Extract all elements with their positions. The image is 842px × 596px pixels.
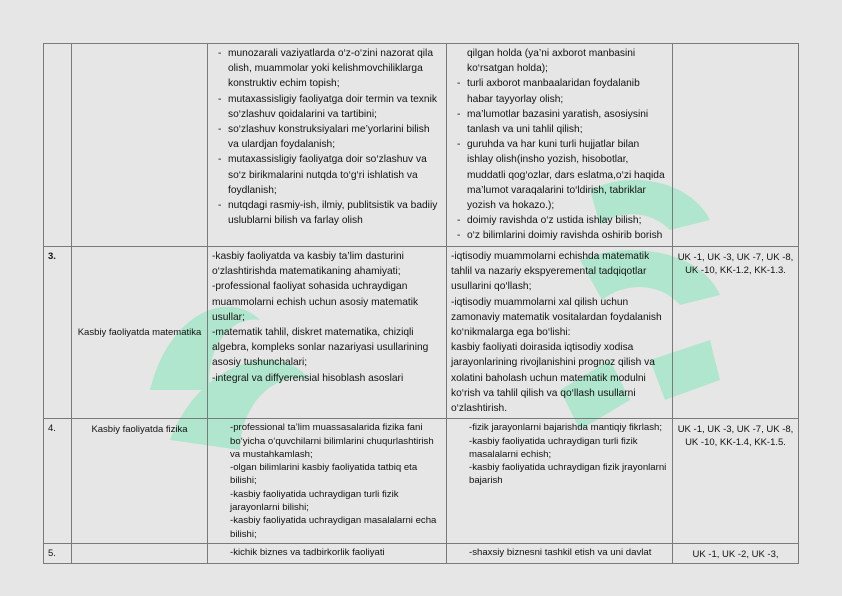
list-item: -kasbiy faoliyatida uchraydigan fizik jrayonlarni bajarish	[469, 462, 667, 487]
subject-name	[72, 44, 208, 247]
list-item: -kasbiy faoliyatida uchraydigan turli fizik jarayonlarni bilishi;	[230, 488, 399, 514]
table-row	[44, 247, 799, 419]
abilities-list	[451, 249, 668, 416]
abilities-cell	[447, 419, 673, 544]
knowledge-list	[212, 249, 442, 386]
abilities-cell	[447, 247, 673, 419]
subject-name: Kasbiy faoliyatda fizika	[72, 419, 208, 544]
knowledge-cell	[208, 247, 447, 419]
list-item: -kasbiy faoliyatida uchraydigan masalalarni echa bilishi;	[230, 515, 437, 540]
row-number: 4.	[44, 419, 72, 544]
abilities-list	[469, 421, 668, 487]
competency-codes	[673, 44, 799, 247]
list-item: - nutqdagi rasmiy-ish, ilmiy, publitsistik va badiiy uslublarni bilish va farlay olish	[212, 198, 442, 228]
list-item: -olgan bilimlarini kasbiy faoliyatida tatbiq eta bilishi;	[230, 462, 418, 487]
list-item: -kasbiy faoliyatida uchraydigan turli fizik masalalarni echish;	[469, 435, 638, 460]
list-item: - munozarali vaziyatlarda o‘z-o‘zini nazorat qila olish, muammolar yoki kelishmovchiliklarga konstruktiv echim topish;	[212, 46, 442, 92]
abilities-cell: -shaxsiy biznesni tashkil etish va uni davlat	[447, 543, 673, 563]
knowledge-cell	[208, 419, 447, 544]
list-item: kasbiy faoliyati doirasida iqtisodiy xodisa jarayonlarining rivojlanishini prognoz qilish va xolatini baholash uchun matematik modulni ko‘rish va tahlil qilish va qo‘llash usullarni o‘zlashtirish.	[451, 342, 655, 415]
list-item: -professional ta’lim muassasalarida fizika fani bo‘yicha o‘quvchilarni bilimlarini chuqurlashtirish va mustahkamlash;	[230, 422, 434, 460]
row-number: 3.	[44, 247, 72, 419]
list-item: - doimiy ravishda o‘z ustida ishlay bilish;	[451, 213, 668, 228]
list-item: -iqtisodiy muammolarni xal qilish uchun zamonaviy matematik vositalardan foydalanish ko‘nikmalarga ega bo‘lishi:	[451, 296, 662, 339]
list-item: - mutaxassisligiy faoliyatga doir termin va texnik so‘zlashuv qoidalarini va tartibini;	[212, 92, 442, 122]
list-item-continued: qilgan holda (ya’ni axborot manbasini ko‘rsatgan holda);	[467, 48, 636, 75]
list-item: - guruhda va har kuni turli hujjatlar bilan ishlay olish(insho yozish, hisobotlar, muddatli qog‘ozlar, dars eslatma,o‘zi haqida ma’lumot varaqalarini to‘ldirish, tabriklar yozish va hokazo.);	[451, 137, 668, 213]
subject-name	[72, 543, 208, 563]
row-number: 5.	[44, 543, 72, 563]
list-item: - mutaxassisligiy faoliyatga doir so‘zlashuv va so‘z birikmalarini nutqda to‘g‘ri ishlatish va foydlanish;	[212, 152, 442, 198]
competency-codes: UK -1, UK -2, UK -3,	[673, 543, 799, 563]
abilities-cell	[447, 44, 673, 247]
list-item: - ma’lumotlar bazasini yaratish, asosiysini tanlash va uni tahlil qilish;	[451, 107, 668, 137]
list-item: - so‘zlashuv konstruksiyalari me’yorlarini bilish va ulardjan foydalanish;	[212, 122, 442, 152]
knowledge-cell: -kichik biznes va tadbirkorlik faoliyati	[208, 543, 447, 563]
list-item: -kasbiy faoliyatda va kasbiy ta’lim dasturini o‘zlashtirishda matematikaning ahamiyati;	[212, 251, 404, 278]
knowledge-list	[212, 46, 442, 228]
abilities-list	[451, 76, 668, 243]
list-item: - turli axborot manbaalaridan foydalanib habar tayyorlay olish;	[451, 76, 668, 106]
list-item: -integral va diffyerensial hisoblash asoslari	[212, 372, 404, 384]
knowledge-cell	[208, 44, 447, 247]
competency-codes: UK -1, UK -3, UK -7, UK -8, UK -10, KK-1.2, KK-1.3.	[673, 247, 799, 419]
table-row	[44, 419, 799, 544]
row-number	[44, 44, 72, 247]
competency-table	[43, 43, 799, 564]
list-item: -fizik jarayonlarni bajarishda mantiqiy fikrlash;	[469, 422, 663, 434]
competency-codes: UK -1, UK -3, UK -7, UK -8, UK -10, KK-1.4, KK-1.5.	[673, 419, 799, 544]
list-item: - o‘z bilimlarini doimiy ravishda oshirib borish	[451, 228, 668, 243]
table-row	[44, 543, 799, 563]
list-item: -matematik tahlil, diskret matematika, chiziqli algebra, kompleks sonlar nazariyasi usullarining asosiy tushunchalari;	[212, 327, 429, 369]
knowledge-list	[230, 421, 442, 541]
list-item: -iqtisodiy muammolarni echishda matematik tahlil va nazariy ekspyeremental tadqiqotlar usullarini qo‘llash;	[451, 251, 650, 293]
list-item: -professional faoliyat sohasida uchraydigan muammolarni echish uchun asosiy matematik usullar;	[212, 281, 419, 323]
subject-name: Kasbiy faoliyatda matematika	[72, 247, 208, 419]
table-row	[44, 44, 799, 247]
